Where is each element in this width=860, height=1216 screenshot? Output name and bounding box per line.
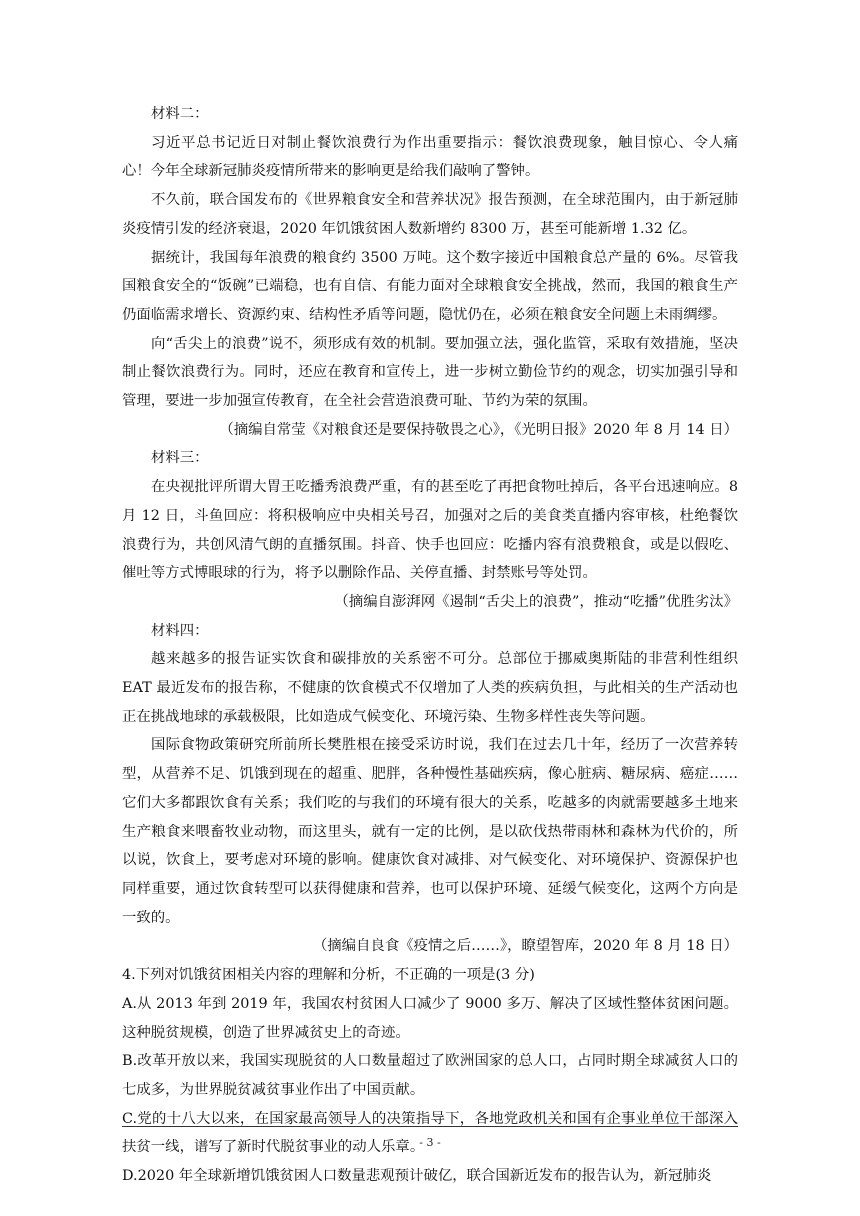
material-2-paragraph-1: 习近平总书记近日对制止餐饮浪费行为作出重要指示：餐饮浪费现象，触目惊心、令人痛心！今年全球新冠肺炎疫情所带来的影响更是给我们敲响了警钟。 (122, 134, 738, 180)
material-4-heading: 材料四： (151, 622, 209, 639)
material-3-paragraph-1: 在央视批评所谓大胃王吃播秀浪费严重，有的甚至吃了再把食物吐掉后，各平台迅速响应。8 月 12 日，斗鱼回应：将积极响应中央相关号召，加强对之后的美食类直播内容审核，杜绝餐饮浪费行为，共创风清气朗的直播氛围。抖音、快手也回应：吃播内容有浪费粮食，或是以假吃、催吐等方式博眼球的行为，将予以删除作品、关停直播、封禁账号等处罚。 (122, 479, 738, 582)
material-3-heading: 材料三： (151, 450, 209, 467)
material-4-paragraph-2: 国际食物政策研究所前所长樊胜根在接受采访时说，我们在过去几十年，经历了一次营养转型，从营养不足、饥饿到现在的超重、肥胖，各种慢性基础疾病，像心脏病、糖尿病、癌症……它们大多都跟饮食有关系；我们吃的与我们的环境有很大的关系，吃越多的肉就需要越多土地来生产粮食来喂畜牧业动物，而这里头，就有一定的比例，是以砍伐热带雨林和森林为代价的，所以说，饮食上，要考虑对环境的影响。健康饮食对减排、对气候变化、对环境保护、资源保护也同样重要，通过饮食转型可以获得健康和营养，也可以保护环境、延缓气候变化，这两个方向是一致的。 (122, 737, 738, 926)
footer-divider (122, 1126, 738, 1127)
material-2-paragraph-3: 据统计，我国每年浪费的粮食约 3500 万吨。这个数字接近中国粮食总产量的 6%。尽管我国粮食安全的“饭碗”已端稳，也有自信、有能力面对全球粮食安全挑战，然而，我国的粮食生产仍面临需求增长、资源约束、结构性矛盾等问题，隐忧仍在，必须在粮食安全问题上未雨绸缪。 (122, 249, 738, 323)
page-number: - 3 - (419, 1136, 441, 1149)
material-4-source: （摘编自良食《疫情之后……》，瞭望智库，2020 年 8 月 18 日） (312, 938, 738, 955)
question-4-option-a: A.从 2013 年到 2019 年，我国农村贫困人口减少了 9000 多万、解决了区域性整体贫困问题。这种脱贫规模，创造了世界减贫史上的奇迹。 (122, 995, 738, 1041)
material-2-heading: 材料二： (151, 106, 209, 122)
material-2-paragraph-4: 向“舌尖上的浪费”说不，须形成有效的机制。要加强立法，强化监管，采取有效措施，坚决制止餐饮浪费行为。同时，还应在教育和宣传上，进一步树立勤俭节约的观念，切实加强引导和管理，要进一步加强宣传教育，在全社会营造浪费可耻、节约为荣的氛围。 (122, 335, 738, 410)
document-body (122, 100, 738, 1191)
question-4-option-d: D.2020 年全球新增饥饿贫困人口数量悲观预计破亿，联合国新近发布的报告认为，新冠肺炎 (122, 1168, 712, 1185)
material-3-source: （摘编自澎湃网《遏制“舌尖上的浪费”，推动“吃播”优胜劣汰》 (334, 593, 738, 610)
material-4-paragraph-1: 越来越多的报告证实饮食和碳排放的关系密不可分。总部位于挪威奥斯陆的非营利性组织 EAT 最近发布的报告称，不健康的饮食模式不仅增加了人类的疾病负担，与此相关的生产活动也正在挑战地球的承载极限，比如造成气候变化、环境污染、生物多样性丧失等问题。 (122, 651, 738, 725)
material-2-paragraph-2: 不久前，联合国发布的《世界粮食安全和营养状况》报告预测，在全球范围内，由于新冠肺炎疫情引发的经济衰退，2020 年饥饿贫困人数新增约 8300 万，甚至可能新增 1.32 亿。 (122, 192, 738, 237)
material-2-source: （摘编自常莹《对粮食还是要保持敬畏之心》，《光明日报》2020 年 8 月 14 日） (219, 421, 738, 438)
question-4-option-b: B.改革开放以来，我国实现脱贫的人口数量超过了欧洲国家的总人口，占同时期全球减贫人口的七成多，为世界脱贫减贫事业作出了中国贡献。 (122, 1053, 738, 1098)
question-4-stem: 4.下列对饥饿贫困相关内容的理解和分析，不正确的一项是(3 分) (122, 967, 535, 984)
question-4-option-c: C.党的十八大以来，在国家最高领导人的决策指导下，各地党政机关和国有企事业单位干部深入扶贫一线，谱写了新时代脱贫事业的动人乐章。 (122, 1110, 738, 1156)
